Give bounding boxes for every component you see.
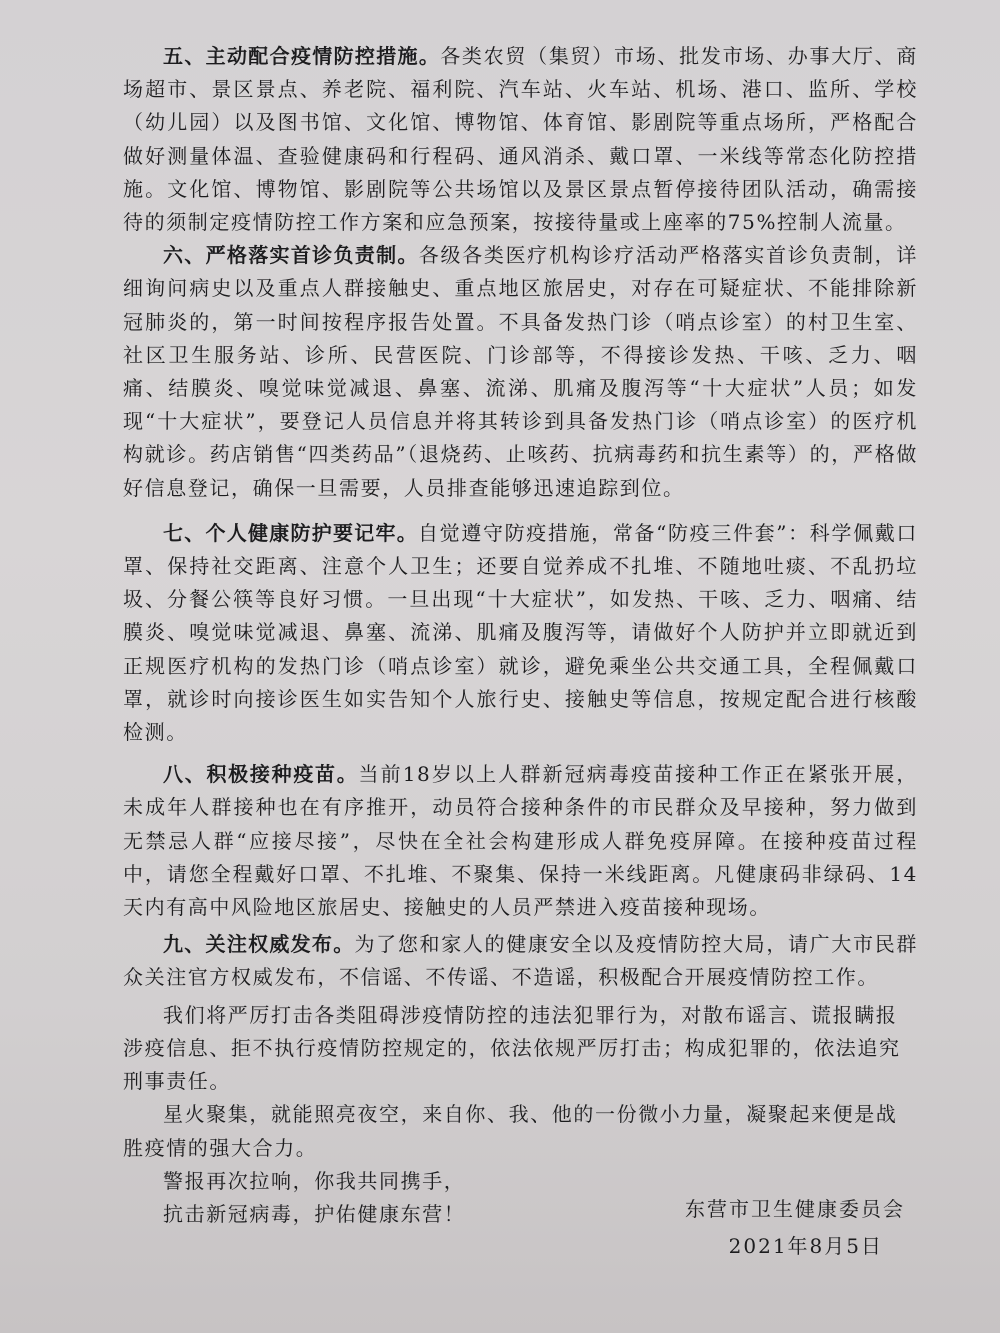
signature-block: [685, 1193, 905, 1263]
closing-slogan-line-1: 警报再次拉响，你我共同携手，: [163, 1168, 466, 1193]
section-9-body: 为了您和家人的健康安全以及疫情防控大局，请广大市民群众关注官方权威发布，不信谣、不传谣、不造谣，积极配合开展疫情防控工作。: [123, 932, 918, 990]
section-8-heading: 八、积极接种疫苗。: [163, 762, 359, 787]
section-5-heading: 五、主动配合疫情防控措施。: [163, 44, 441, 68]
section-6-body: 各级各类医疗机构诊疗活动严格落实首诊负责制，详细询问病史以及重点人群接触史、重点地区旅居史，对存在可疑症状、不能排除新冠肺炎的，第一时间按程序报告处置。不具备发热门诊（哨点诊室）的村卫生室、社区卫生服务站、诊所、民营医院、门诊部等，不得接诊发热、干咳、乏力、咽痛、结膜炎、嗅觉味觉减退、鼻塞、流涕、肌痛及腹泻等“十大症状”人员；如发现“十大症状”，要登记人员信息并将其转诊到具备发热门诊（哨点诊室）的医疗机构就诊。药店销售“四类药品”（退烧药、止咳药、抗病毒药和抗生素等）的，严格做好信息登记，确保一旦需要，人员排查能够迅速追踪到位。: [123, 243, 918, 500]
section-6-heading: 六、严格落实首诊负责制。: [163, 243, 419, 268]
issue-date: 2021年8月5日: [728, 1234, 883, 1258]
section-6-paragraph: [123, 239, 918, 505]
section-5-paragraph: [123, 40, 918, 239]
section-9-heading: 九、关注权威发布。: [163, 932, 355, 957]
closing-unity-paragraph: 星火聚集，就能照亮夜空，来自你、我、他的一份微小力量，凝聚起来便是战胜疫情的强大合力。: [123, 1102, 898, 1160]
section-7-paragraph: [123, 517, 918, 749]
section-8-body: 当前18岁以上人群新冠病毒疫苗接种工作正在紧张开展，未成年人群接种也在有序推开，动员符合接种条件的市民群众及早接种，努力做到无禁忌人群“应接尽接”，尽快在全社会构建形成人群免疫屏障。在接种疫苗过程中，请您全程戴好口罩、不扎堆、不聚集、保持一米线距离。凡健康码非绿码、14天内有高中风险地区旅居史、接触史的人员严禁进入疫苗接种现场。: [123, 762, 918, 920]
section-8-paragraph: [123, 758, 918, 924]
section-5-body: 各类农贸（集贸）市场、批发市场、办事大厅、商场超市、景区景点、养老院、福利院、汽车站、火车站、机场、港口、监所、学校（幼儿园）以及图书馆、文化馆、博物馆、体育馆、影剧院等重点场所，严格配合做好测量体温、查验健康码和行程码、通风消杀、戴口罩、一米线等常态化防控措施。文化馆、博物馆、影剧院等公共场馆以及景区景点暂停接待团队活动，确需接待的须制定疫情防控工作方案和应急预案，按接待量或上座率的75%控制人流量。: [123, 44, 918, 235]
closing-enforcement-paragraph: 我们将严厉打击各类阻碍涉疫情防控的违法犯罪行为，对散布谣言、谎报瞒报涉疫信息、拒不执行疫情防控规定的，依法依规严厉打击；构成犯罪的，依法追究刑事责任。: [123, 1002, 901, 1094]
section-7-heading: 七、个人健康防护要记牢。: [163, 520, 418, 545]
section-9-paragraph: [123, 928, 918, 994]
closing-slogan-line-2: 抗击新冠病毒，护佑健康东营！: [163, 1201, 466, 1226]
issuing-organization: 东营市卫生健康委员会: [685, 1197, 905, 1221]
document-body: [123, 40, 918, 1231]
section-7-body: 自觉遵守防疫措施，常备“防疫三件套”：科学佩戴口罩、保持社交距离、注意个人卫生；还要自觉养成不扎堆、不随地吐痰、不乱扔垃圾、分餐公筷等良好习惯。一旦出现“十大症状”，如发热、干咳、乏力、咽痛、结膜炎、嗅觉味觉减退、鼻塞、流涕、肌痛及腹泻等，请做好个人防护并立即就近到正规医疗机构的发热门诊（哨点诊室）就诊，避免乘坐公共交通工具，全程佩戴口罩，就诊时向接诊医生如实告知个人旅行史、接触史等信息，按规定配合进行核酸检测。: [123, 520, 918, 745]
